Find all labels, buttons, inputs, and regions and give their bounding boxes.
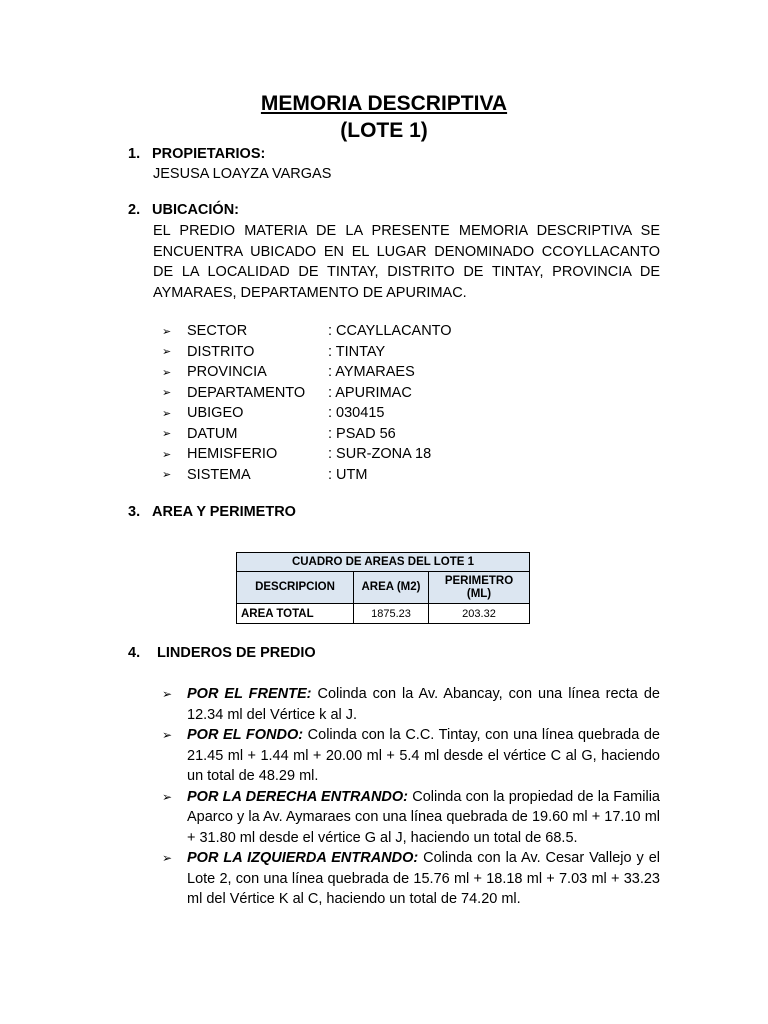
- detail-value: : CCAYLLACANTO: [328, 323, 452, 340]
- arrow-bullet-icon: ➢: [162, 407, 172, 420]
- area-table: [236, 552, 530, 624]
- table-row: [237, 604, 530, 624]
- arrow-bullet-icon: ➢: [162, 851, 173, 865]
- arrow-bullet-icon: ➢: [162, 728, 173, 742]
- section-number: 4.: [128, 645, 141, 661]
- document-title: MEMORIA DESCRIPTIVA: [260, 92, 508, 115]
- boundary-text: Colinda con la Av. Abancay, con una línea recta de 12.34 ml del Vértice k al J.: [187, 686, 660, 723]
- list-item: [162, 383, 452, 404]
- owner-name: JESUSA LOAYZA VARGAS: [153, 166, 332, 182]
- detail-key: DATUM: [187, 425, 238, 442]
- detail-key: DEPARTAMENTO: [187, 384, 306, 401]
- detail-value: : APURIMAC: [328, 384, 412, 401]
- section-2-heading: [128, 202, 239, 218]
- detail-value: : PSAD 56: [328, 425, 396, 442]
- arrow-bullet-icon: ➢: [162, 387, 172, 400]
- boundary-text: Colinda con la propiedad de la Familia Aparco y la Av. Aymaraes con una línea quebrada de 19.60 ml + 17.10 ml + 31.80 ml desde el vértice G al J, haciendo un total de 68.5.: [187, 788, 660, 846]
- column-header-area: AREA (M2): [354, 572, 429, 604]
- detail-value: : SUR-ZONA 18: [328, 446, 432, 463]
- boundary-label: POR LA DERECHA ENTRANDO:: [187, 788, 409, 805]
- detail-key: UBIGEO: [187, 405, 244, 422]
- section-number: 3.: [128, 504, 141, 520]
- section-number: 2.: [128, 202, 141, 218]
- list-item: [162, 362, 452, 383]
- column-header-perimeter: PERIMETRO (ML): [429, 572, 530, 604]
- section-title: AREA Y PERIMETRO: [152, 504, 296, 520]
- list-item: [162, 444, 452, 465]
- boundary-label: POR EL FRENTE:: [187, 686, 312, 702]
- list-item: [162, 424, 452, 445]
- boundary-label: POR EL FONDO:: [187, 727, 304, 743]
- arrow-bullet-icon: ➢: [162, 346, 172, 359]
- row-label: AREA TOTAL: [237, 604, 354, 624]
- list-item: [162, 403, 452, 424]
- section-4-heading: [128, 645, 316, 661]
- detail-value: : UTM: [328, 466, 368, 483]
- section-title: PROPIETARIOS:: [152, 146, 266, 162]
- detail-key: SECTOR: [187, 323, 248, 340]
- arrow-bullet-icon: ➢: [162, 469, 172, 482]
- arrow-bullet-icon: ➢: [162, 428, 172, 441]
- section-title: UBICACIÓN:: [152, 202, 239, 218]
- detail-key: PROVINCIA: [187, 364, 267, 381]
- location-details-list: [162, 321, 452, 485]
- boundary-text: Colinda con la Av. Cesar Vallejo y el Lote 2, con una línea quebrada de 15.76 ml + 18.18 ml + 7.03 ml + 33.23 ml del Vértice K al C, haciendo un total de 74.20 ml.: [187, 850, 660, 907]
- list-item: [162, 848, 660, 910]
- arrow-bullet-icon: ➢: [162, 325, 172, 338]
- arrow-bullet-icon: ➢: [162, 448, 172, 461]
- boundary-label: POR LA IZQUIERDA ENTRANDO:: [187, 850, 419, 866]
- document-subtitle: (LOTE 1): [340, 119, 428, 142]
- section-number: 1.: [128, 146, 141, 162]
- section-3-heading: [128, 504, 296, 520]
- section-title: LINDEROS DE PREDIO: [157, 645, 316, 661]
- table-caption: CUADRO DE AREAS DEL LOTE 1: [237, 553, 530, 572]
- section-1-heading: [128, 146, 265, 162]
- list-item: [162, 342, 452, 363]
- location-paragraph: EL PREDIO MATERIA DE LA PRESENTE MEMORIA DESCRIPTIVA SE ENCUENTRA UBICADO EN EL LUGAR DENOMINADO CCOYLLACANTO DE LA LOCALIDAD DE TINTAY, DISTRITO DE TINTAY, PROVINCIA DE AYMARAES, DEPARTAMENTO DE APURIMAC.: [153, 223, 660, 301]
- arrow-bullet-icon: ➢: [162, 366, 172, 379]
- column-header-description: DESCRIPCION: [237, 572, 354, 604]
- detail-value: : AYMARAES: [328, 364, 415, 381]
- detail-value: : TINTAY: [328, 343, 386, 360]
- detail-key: DISTRITO: [187, 343, 255, 360]
- detail-value: : 030415: [328, 405, 385, 422]
- list-item: [162, 321, 452, 342]
- list-item: [162, 787, 660, 849]
- arrow-bullet-icon: ➢: [162, 789, 173, 804]
- area-value: 1875.23: [354, 604, 429, 624]
- list-item: [162, 725, 660, 787]
- arrow-bullet-icon: ➢: [162, 687, 173, 701]
- boundaries-list: [162, 684, 660, 910]
- detail-key: HEMISFERIO: [187, 446, 278, 463]
- detail-key: SISTEMA: [187, 466, 251, 483]
- list-item: [162, 465, 452, 486]
- list-item: [162, 684, 660, 725]
- perimeter-value: 203.32: [429, 604, 530, 624]
- boundary-text: Colinda con la C.C. Tintay, con una línea quebrada de 21.45 ml + 1.44 ml + 20.00 ml + 5.4 ml desde el vértice C al G, haciendo un total de 48.29 ml.: [187, 727, 660, 784]
